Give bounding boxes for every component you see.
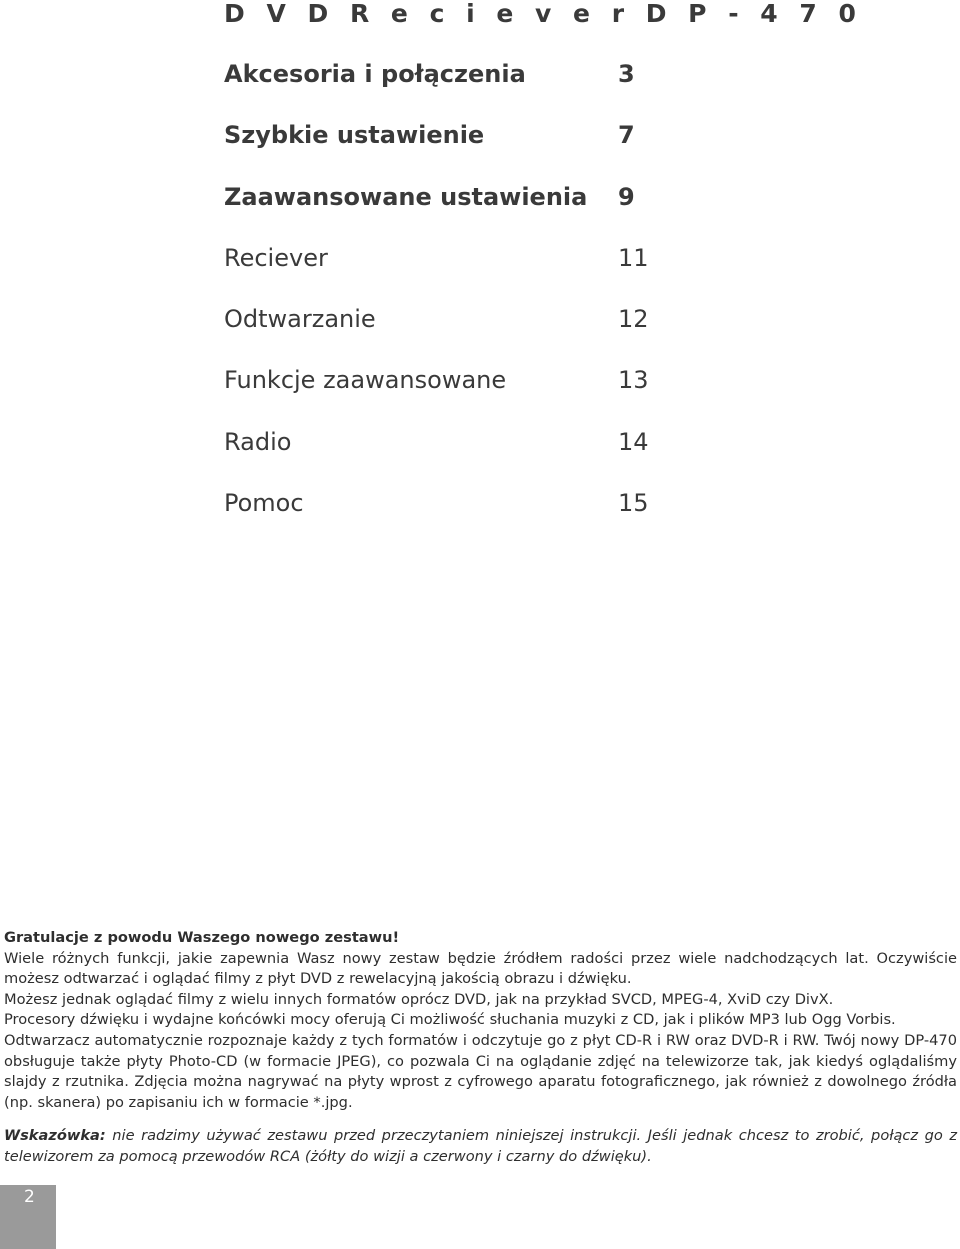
- toc-entry[interactable]: [224, 303, 664, 364]
- toc-entry-label: Pomoc: [224, 489, 304, 518]
- toc-entry-page: 15: [618, 489, 649, 518]
- toc-entry-label: Funkcje zaawansowane: [224, 366, 507, 395]
- toc-entry[interactable]: [224, 487, 664, 548]
- intro-paragraph: Odtwarzacz automatycznie rozpoznaje każdy z tych formatów i odczytuje go z płyt CD-R i RW oraz DVD-R i RW. Twój nowy DP-470 obsługuje także płyty Photo-CD (w formacie JPEG), co pozwala Ci na oglądanie zdjęć na telewizorze tak, jak kiedyś oglądaliśmy slajdy z rzutnika. Zdjęcia można nagrywać na płyty wprost z cyfrowego aparatu fotograficznego, jak również z dowolnego źródła (np. skanera) po zapisaniu ich w formacie *.jpg.: [4, 1031, 957, 1111]
- toc-entry[interactable]: [224, 364, 664, 425]
- toc-entry-page: 3: [618, 60, 635, 88]
- toc-entry-page: 11: [618, 243, 649, 272]
- toc-entry-page: 13: [618, 366, 649, 395]
- toc-entry[interactable]: [224, 119, 664, 180]
- document-title: D V D R e c i e v e r D P - 4 7 0: [224, 0, 863, 28]
- tip-label: Wskazówka:: [4, 1127, 106, 1144]
- intro-section: [4, 928, 957, 1113]
- toc-entry-label: Szybkie ustawienie: [224, 121, 485, 150]
- toc-entry[interactable]: [224, 58, 664, 119]
- tip-text: nie radzimy używać zestawu przed przeczytaniem niniejszej instrukcji. Jeśli jednak chcesz to zrobić, połącz go z telewizorem za pomocą przewodów RCA (żółty do wizji a czerwony i czarny do dźwięku).: [4, 1127, 957, 1165]
- toc-entry-label: Akcesoria i połączenia: [224, 60, 526, 88]
- toc-entry-label: Odtwarzanie: [224, 305, 376, 334]
- intro-paragraph: Możesz jednak oglądać filmy z wielu innych formatów oprócz DVD, jak na przykład SVCD, MPEG-4, XviD czy DivX.: [4, 990, 834, 1008]
- intro-paragraph: Procesory dźwięku i wydajne końcówki mocy oferują Ci możliwość słuchania muzyki z CD, jak i plików MP3 lub Ogg Vorbis.: [4, 1011, 896, 1029]
- intro-heading: Gratulacje z powodu Waszego nowego zestawu!: [4, 929, 400, 946]
- toc-entry-label: Reciever: [224, 243, 328, 272]
- tip-note: [4, 1126, 957, 1167]
- page-number: 2: [24, 1187, 35, 1207]
- intro-paragraph: Wiele różnych funkcji, jakie zapewnia Wasz nowy zestaw będzie źródłem radości przez wiele nadchodzących lat. Oczywiście możesz odtwarzać i oglądać filmy z płyt DVD z rewelacyjną jakością obrazu i dźwięku.: [4, 949, 957, 988]
- toc-entry-page: 9: [618, 182, 635, 211]
- toc-entry[interactable]: [224, 426, 664, 487]
- toc-entry-page: 7: [618, 121, 635, 150]
- toc-entry-page: 14: [618, 427, 649, 456]
- toc-entry-label: Radio: [224, 427, 292, 456]
- table-of-contents: [224, 58, 664, 548]
- toc-entry-label: Zaawansowane ustawienia: [224, 182, 588, 211]
- toc-entry-page: 12: [618, 305, 649, 334]
- toc-entry[interactable]: [224, 242, 664, 303]
- toc-entry[interactable]: [224, 181, 664, 242]
